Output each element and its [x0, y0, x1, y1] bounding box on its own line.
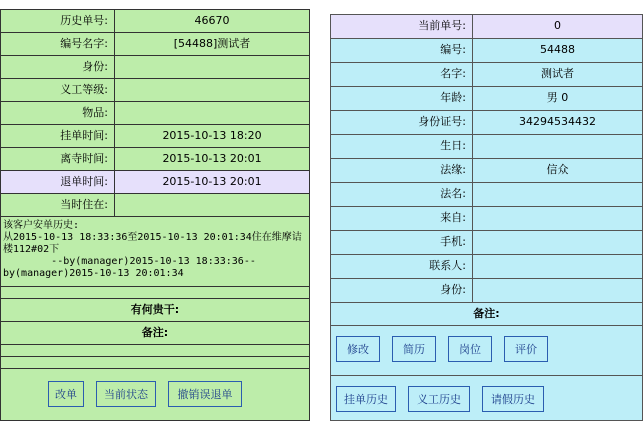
remark-label: 备注:: [1, 322, 309, 345]
value-lodging-at: [115, 194, 309, 216]
history-record-panel: [0, 9, 310, 421]
row-contact: [331, 255, 642, 279]
row-mobile: [331, 231, 642, 255]
resume-button[interactable]: 简历: [392, 336, 436, 362]
value-items: [115, 102, 309, 124]
label-id: 编号:: [331, 39, 473, 62]
label-id-card: 身份证号:: [331, 111, 473, 134]
value-dharma-name: [473, 183, 642, 206]
row-items: [1, 102, 309, 125]
blank-row: [1, 357, 309, 369]
value-checkin-time: 2015-10-13 18:20: [162, 129, 262, 142]
value-from: [473, 207, 642, 230]
label-volunteer-level: 义工等级:: [1, 79, 115, 101]
value-id: 54488: [540, 43, 575, 56]
row-dharma-name: [331, 183, 642, 207]
value-name: 测试者: [541, 67, 574, 80]
label-lodging-at: 当时住在:: [1, 194, 115, 216]
blank-row: [1, 287, 309, 299]
row-current-order-no: [331, 15, 642, 39]
value-age: 男 0: [546, 91, 569, 104]
value-identity: [115, 56, 309, 78]
row-checkin-time: [1, 125, 309, 148]
label-identity: 身份:: [1, 56, 115, 78]
label-mobile: 手机:: [331, 231, 473, 254]
row-checkout-time: [1, 171, 309, 194]
value-history-order-no: 46670: [194, 14, 230, 27]
row-name: [331, 63, 642, 87]
value-mobile: [473, 231, 642, 254]
label-name: 名字:: [331, 63, 473, 86]
value-id-card: 34294534432: [519, 115, 596, 128]
purpose-label: 有何贵干:: [1, 299, 309, 322]
leave-history-button[interactable]: 请假历史: [482, 386, 544, 412]
current-record-panel: [330, 14, 643, 421]
label-checkin-time: 挂单时间:: [1, 125, 115, 147]
label-history-order-no: 历史单号:: [1, 10, 115, 32]
label-identity-right: 身份:: [331, 279, 473, 302]
value-birthday: [473, 135, 642, 158]
value-contact: [473, 255, 642, 278]
row-id-name: [1, 33, 309, 56]
label-age: 年龄:: [331, 87, 473, 110]
modify-button[interactable]: 修改: [336, 336, 380, 362]
label-id-name: 编号名字:: [1, 33, 115, 55]
value-volunteer-level: [115, 79, 309, 101]
row-from: [331, 207, 642, 231]
blank-row: [1, 345, 309, 357]
row-identity-right: [331, 279, 642, 303]
checkin-history-button[interactable]: 挂单历史: [336, 386, 396, 412]
value-leave-time: 2015-10-13 20:01: [162, 152, 262, 165]
review-button[interactable]: 评价: [504, 336, 548, 362]
row-id: [331, 39, 642, 63]
row-lodging-at: [1, 194, 309, 217]
label-leave-time: 离寺时间:: [1, 148, 115, 170]
value-current-order-no: 0: [554, 19, 561, 32]
volunteer-history-button[interactable]: 义工历史: [408, 386, 470, 412]
label-checkout-time: 退单时间:: [1, 171, 115, 193]
row-birthday: [331, 135, 642, 159]
remark-label-right: 备注:: [331, 303, 642, 326]
label-dharma-name: 法名:: [331, 183, 473, 206]
undo-checkout-button[interactable]: 撤销误退单: [168, 381, 242, 407]
lodging-history-text: 该客户安单历史: 从2015-10-13 18:33:36至2015-10-13 20:01:34住在维摩诘楼112#02下 --by(manager)2015-10-13 18:33:36-- by(manager)2015-10-13 20:01:34: [1, 217, 309, 287]
value-identity-right: [473, 279, 642, 302]
position-button[interactable]: 岗位: [448, 336, 492, 362]
row-leave-time: [1, 148, 309, 171]
label-contact: 联系人:: [331, 255, 473, 278]
right-button-row-2: [331, 376, 642, 412]
label-birthday: 生日:: [331, 135, 473, 158]
label-dharma-relation: 法缘:: [331, 159, 473, 182]
label-items: 物品:: [1, 102, 115, 124]
row-identity: [1, 56, 309, 79]
right-button-row-1: [331, 326, 642, 376]
left-button-row: [1, 369, 309, 407]
row-history-order-no: [1, 10, 309, 33]
value-dharma-relation: 信众: [546, 163, 569, 176]
label-from: 来自:: [331, 207, 473, 230]
current-status-button[interactable]: 当前状态: [96, 381, 156, 407]
row-id-card: [331, 111, 642, 135]
row-age: [331, 87, 642, 111]
label-current-order-no: 当前单号:: [331, 15, 473, 38]
value-id-name: [54488]测试者: [173, 37, 251, 50]
value-checkout-time: 2015-10-13 20:01: [162, 175, 262, 188]
row-volunteer-level: [1, 79, 309, 102]
row-dharma-relation: [331, 159, 642, 183]
edit-order-button[interactable]: 改单: [48, 381, 84, 407]
